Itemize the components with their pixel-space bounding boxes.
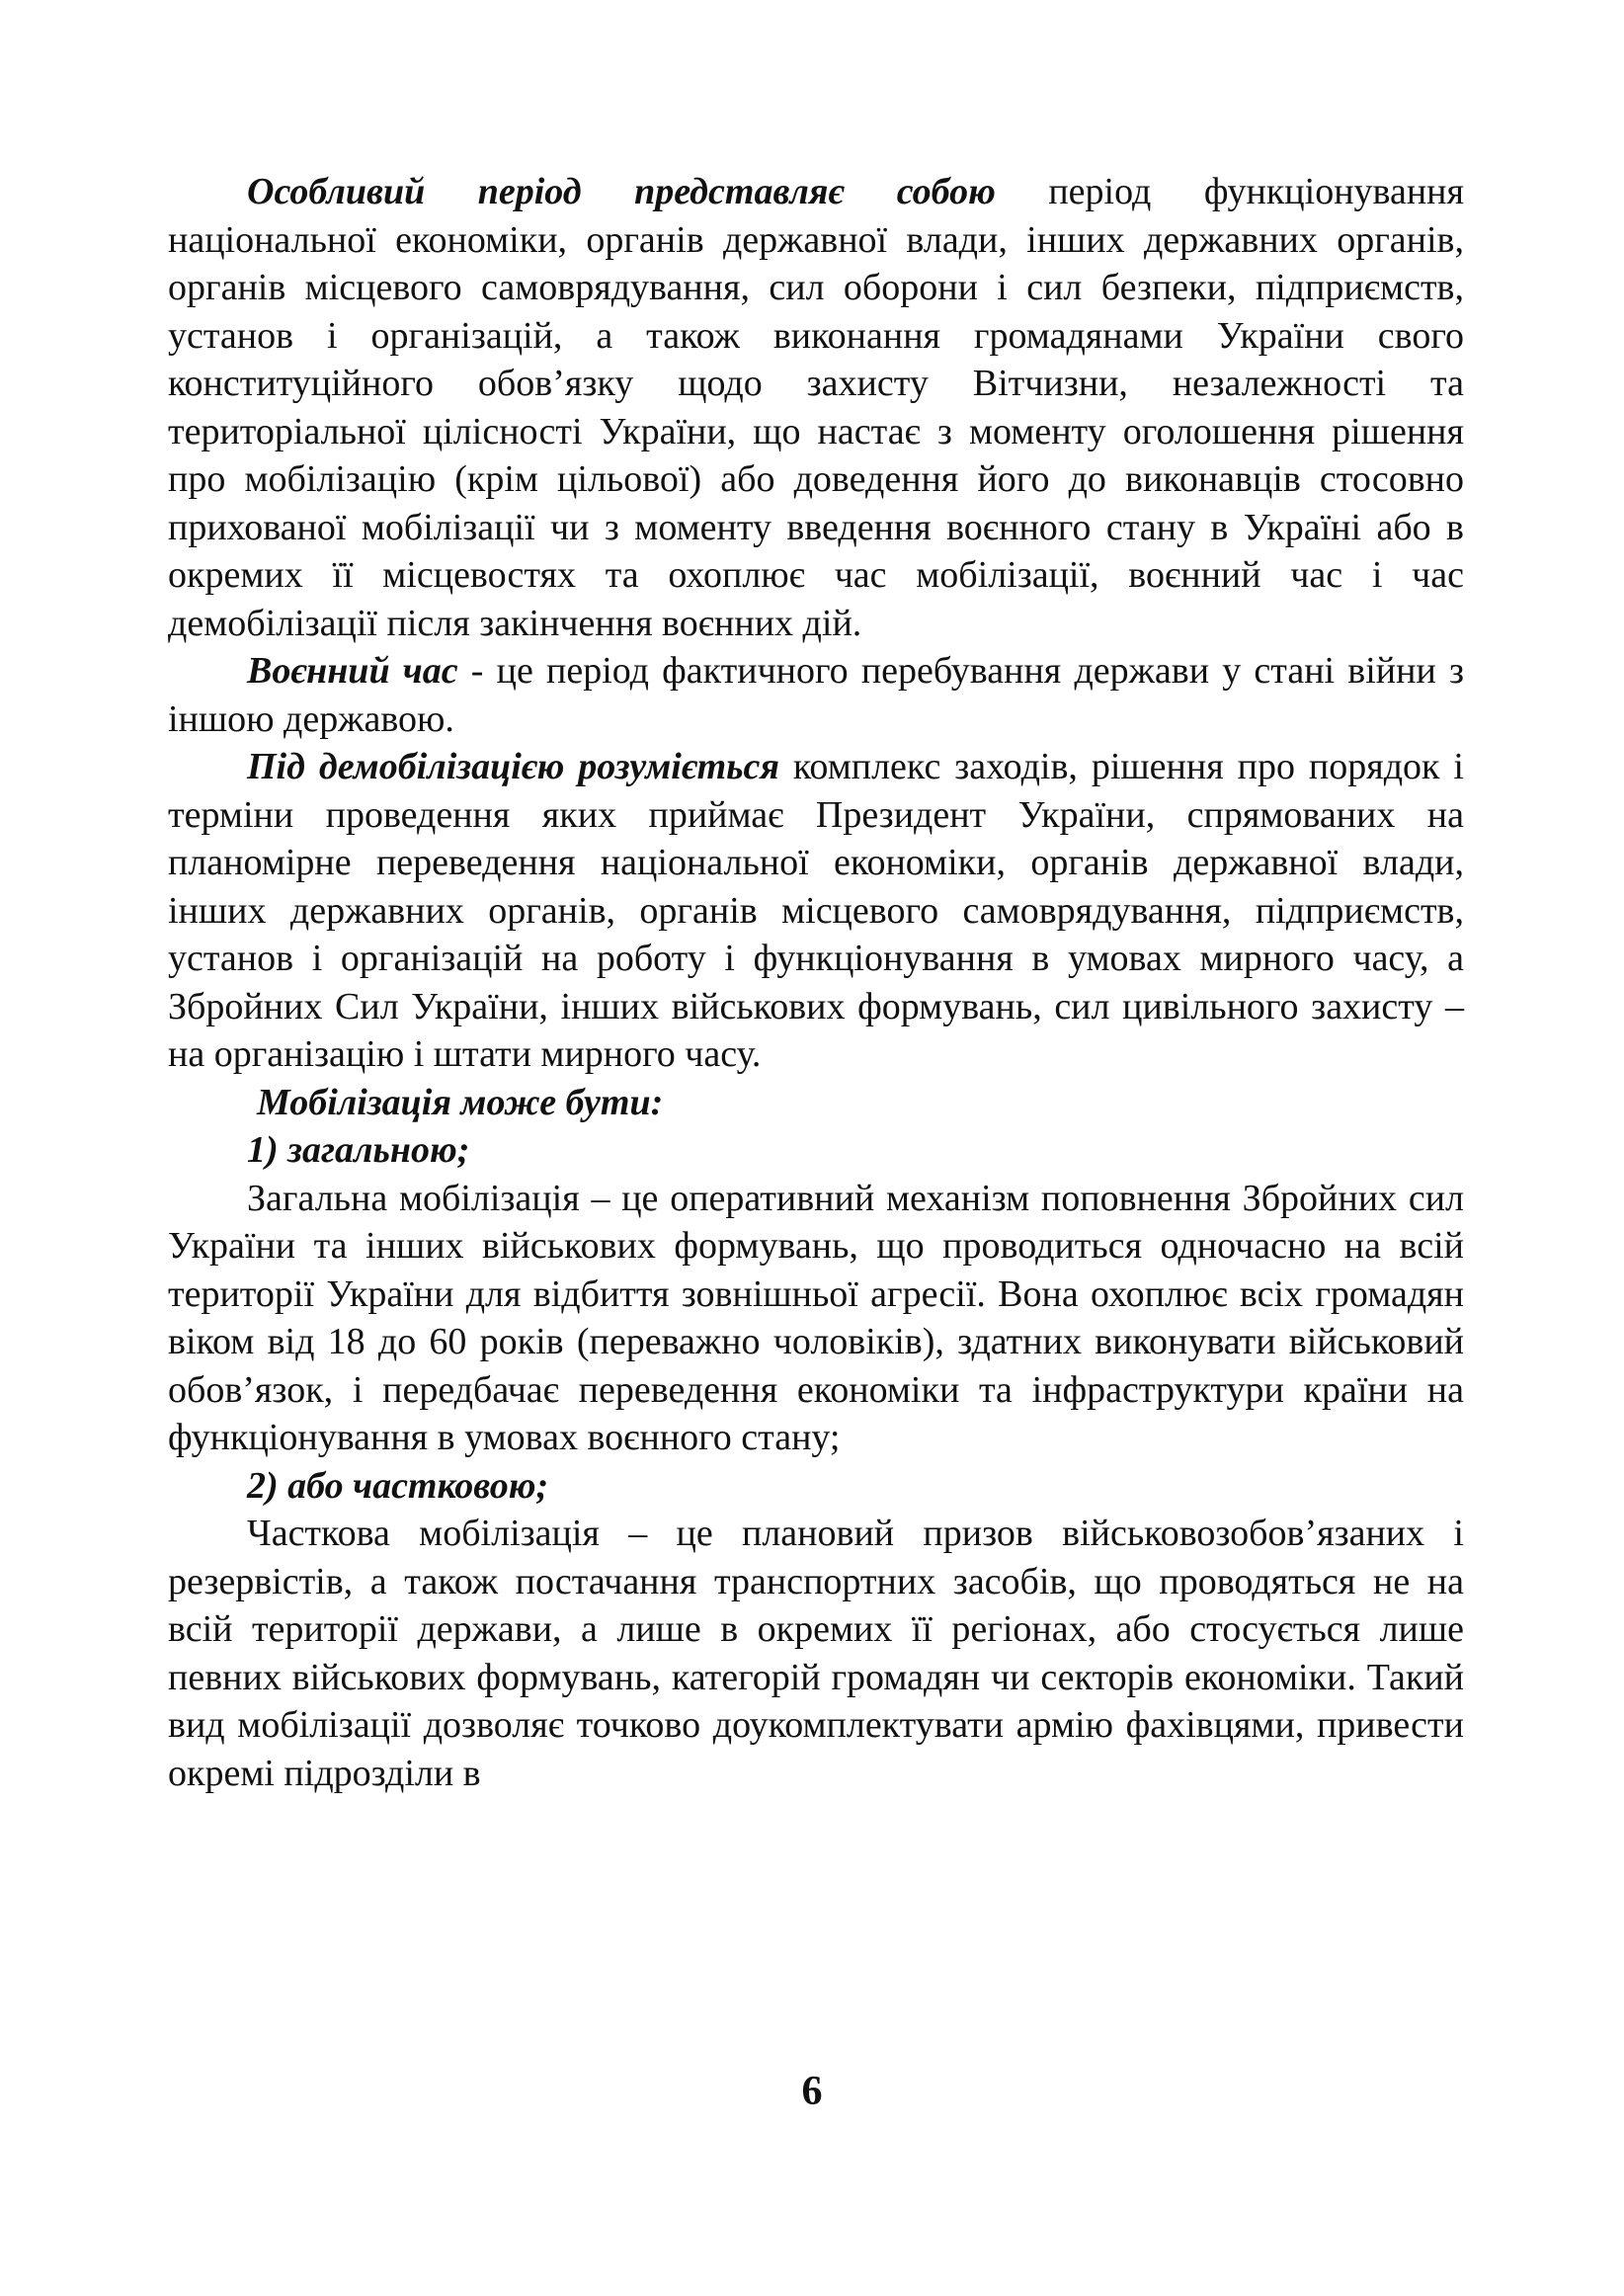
- heading-text: Мобілізація може бути:: [257, 1081, 664, 1123]
- term-wartime: Воєнний час: [247, 650, 458, 692]
- paragraph-text: період функціонування національної економіки, органів державної влади, інших державних органів, органів місцевого самоврядування, сил оборони і сил безпеки, підприємств, установ і організацій, а також виконання громадянами України свого конституційного обов’язку щодо захисту Вітчизни, незалежності та територіальної цілісності України, що настає з моменту оголошення рішення про мобілізацію (крім цільової) або доведення його до виконавців стосовно прихованої мобілізації чи з моменту введення воєнного стану в Україні або в окремих її місцевостях та охоплює час мобілізації, воєнний час і час демобілізації після закінчення воєнних дій.: [168, 171, 1464, 644]
- paragraph-wartime: [168, 647, 1464, 743]
- page-body: [168, 168, 1464, 1797]
- paragraph-text: Загальна мобілізація – це оперативний механізм поповнення Збройних сил України та інших військових формувань, що проводиться одночасно на всій території України для відбиття зовнішньої агресії. Вона охоплює всіх громадян віком від 18 до 60 років (переважно чоловіків), здатних виконувати військовий обов’язок, і передбачає переведення економіки та інфраструктури країни на функціонування в умовах воєнного стану;: [168, 1177, 1464, 1458]
- term-special-period: Особливий період представляє собою: [247, 171, 996, 212]
- paragraph-text: Часткова мобілізація – це плановий призов військовозобов’язаних і резервістів, а також постачання транспортних засобів, що проводяться не на всій території держави, а лише в окремих її регіонах, або стосується лише певних військових формувань, категорій громадян чи секторів економіки. Такий вид мобілізації дозволяє точково доукомплектувати армію фахівцями, привести окремі підрозділи в: [168, 1513, 1464, 1794]
- paragraph-demobilization: [168, 743, 1464, 1079]
- item-general: [168, 1126, 1464, 1175]
- paragraph-text: комплекс заходів, рішення про порядок і терміни проведення яких приймає Президент України, спрямованих на планомірне переведення національної економіки, органів державної влади, інших державних органів, органів місцевого самоврядування, підприємств, установ і організацій на роботу і функціонування в умовах мирного часу, а Збройних Сил України, інших військових формувань, сил цивільного захисту – на організацію і штати мирного часу.: [168, 746, 1464, 1075]
- paragraph-partial-mobilization: [168, 1510, 1464, 1797]
- item-label: 2) або частковою;: [247, 1464, 549, 1507]
- paragraph-text: - це період фактичного перебування держави у стані війни з іншою державою.: [168, 650, 1465, 740]
- term-demobilization: Під демобілізацією розуміється: [247, 746, 779, 787]
- paragraph-special-period: [168, 168, 1464, 647]
- item-partial: [168, 1462, 1464, 1511]
- heading-mobilization-types: [168, 1079, 1464, 1127]
- item-label: 1) загальною;: [247, 1129, 470, 1171]
- paragraph-general-mobilization: [168, 1175, 1464, 1462]
- page-number: 6: [801, 2069, 823, 2114]
